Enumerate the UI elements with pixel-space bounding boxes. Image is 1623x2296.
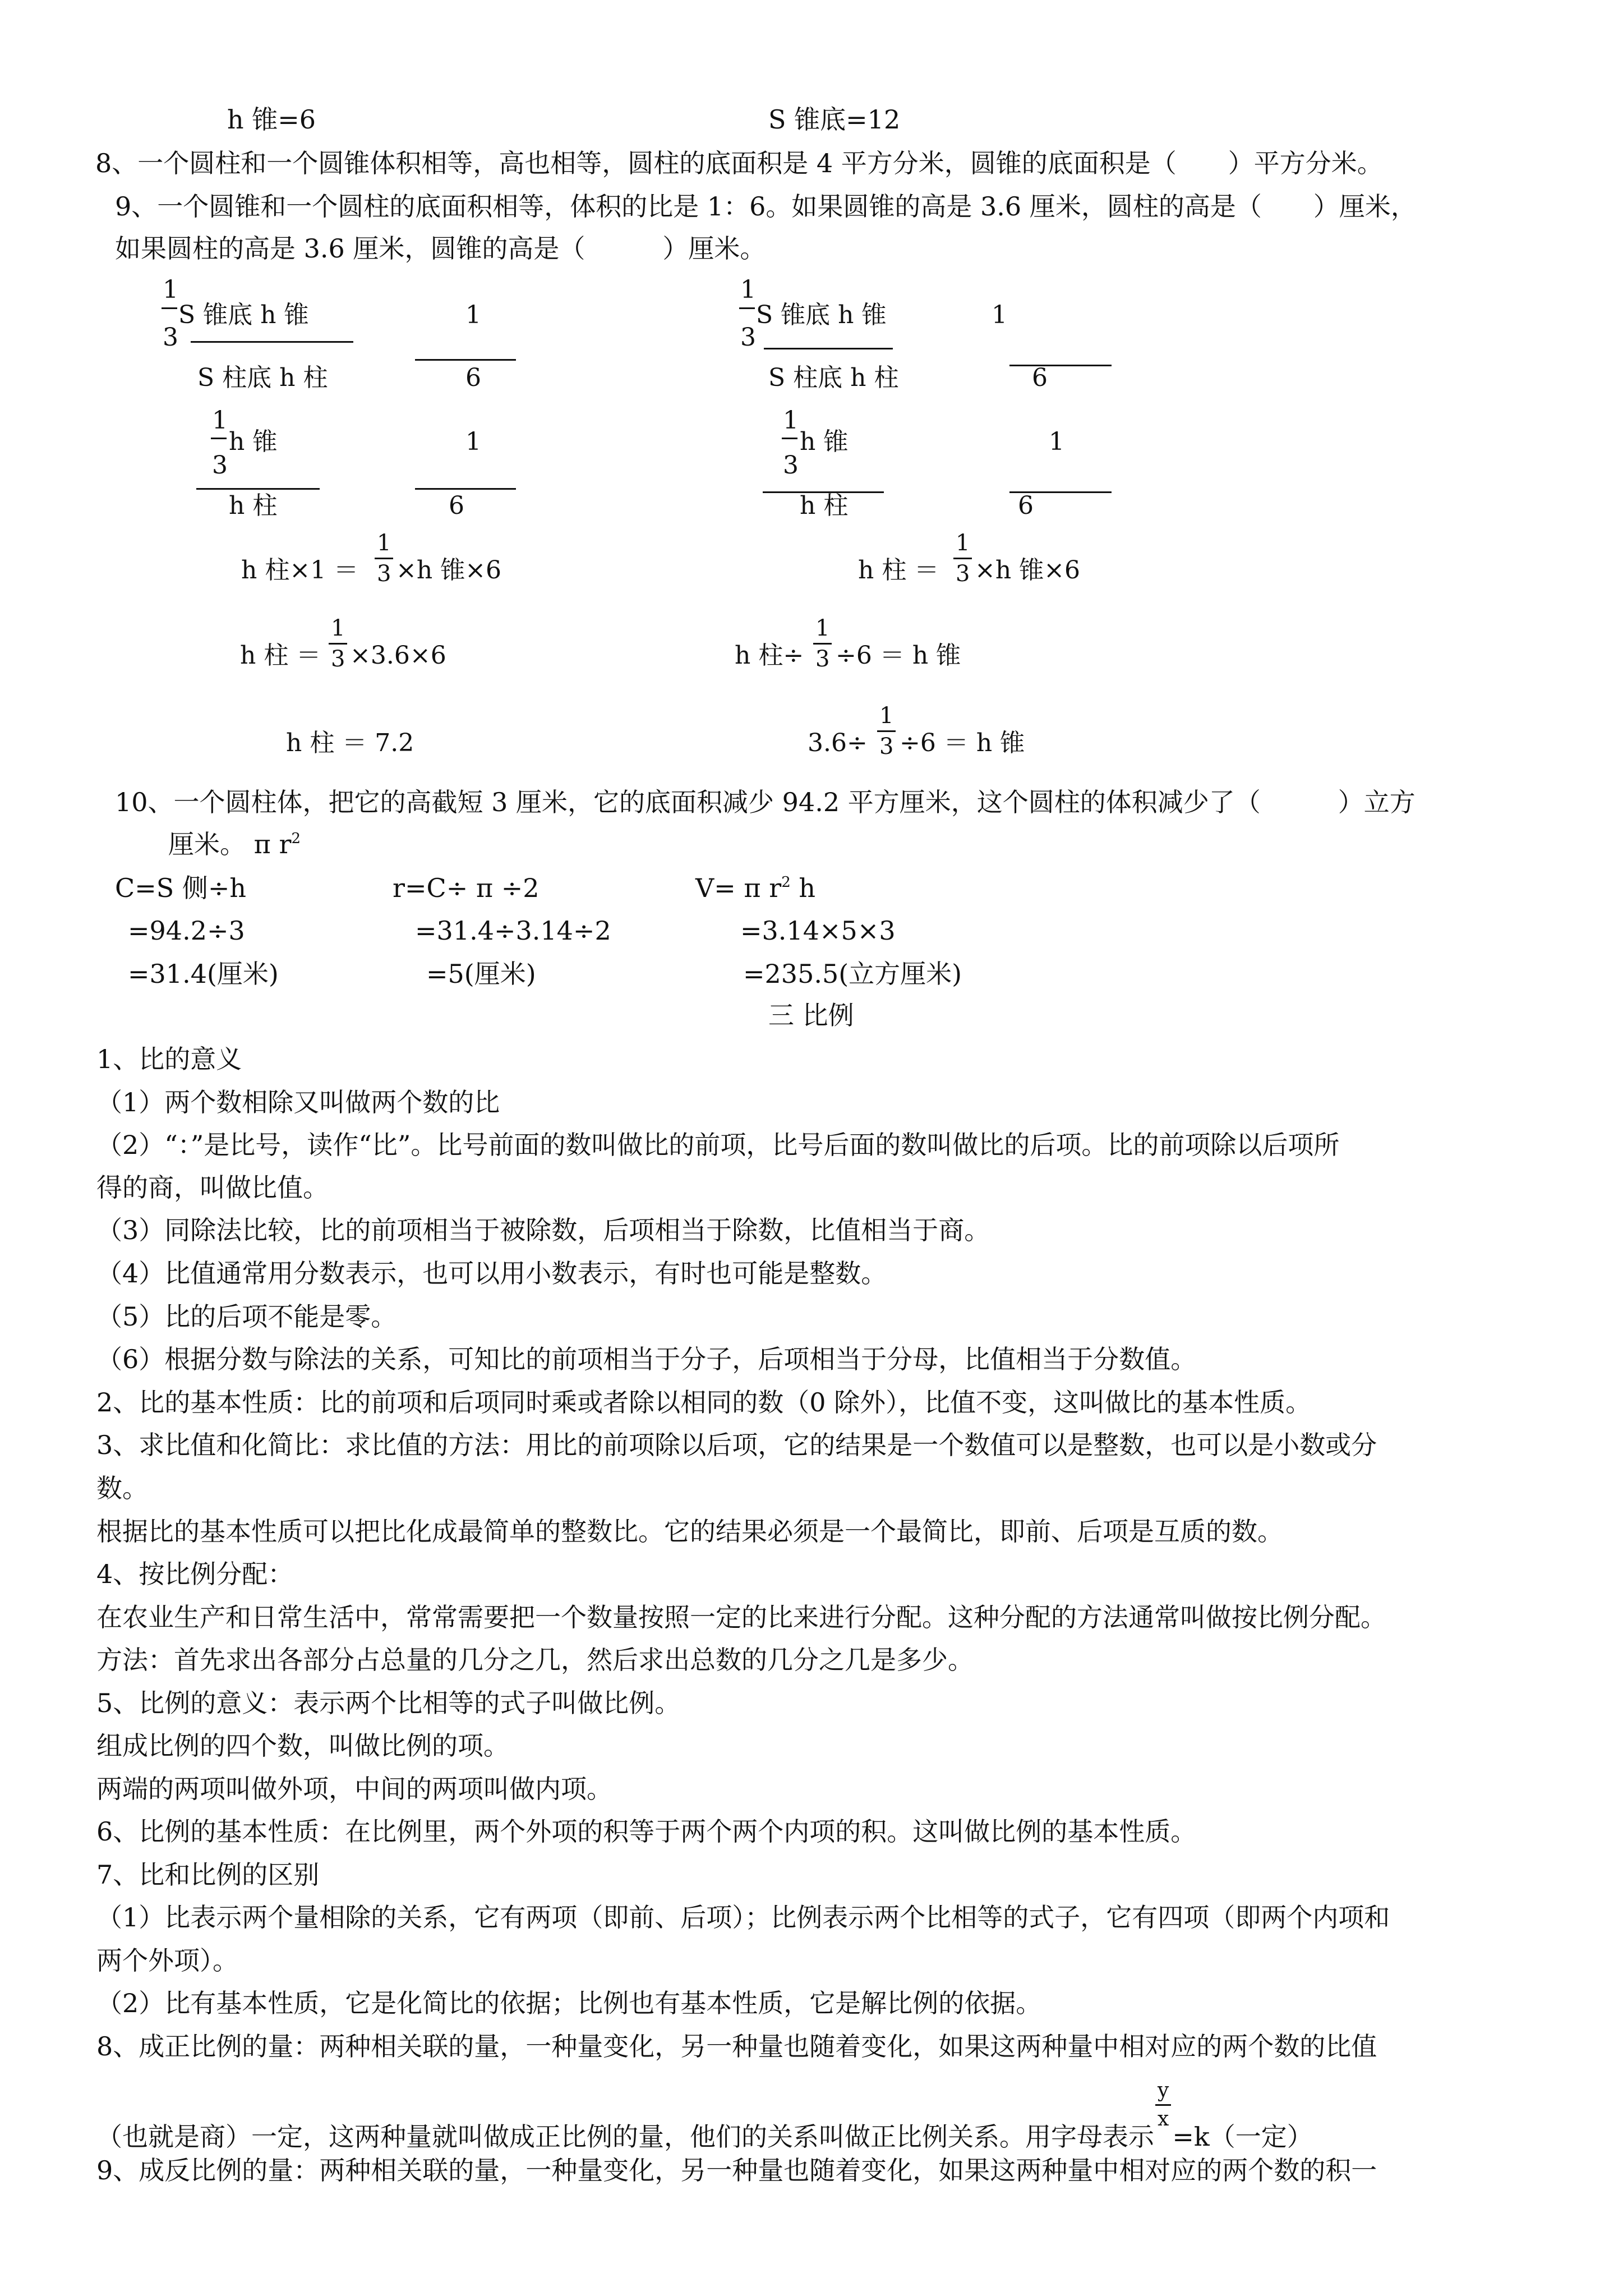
fraction-bar (1009, 365, 1112, 366)
question-10-line-2: 厘米。 π $r^2$ (168, 829, 301, 859)
ratio-den-6: 6 (1018, 491, 1034, 520)
y-over-x-fraction: $\frac{y}{x}$ (1155, 2081, 1171, 2129)
left-eq-1-a: h 柱×1 ＝ (241, 556, 359, 585)
line-17: 组成比例的四个数，叫做比例的项。 (96, 1731, 509, 1761)
question-9-line-2: 如果圆柱的高是 3.6 厘米，圆锥的高是（ ）厘米。 (115, 233, 766, 264)
calc-c-line-1: C=S 侧÷h (115, 873, 247, 903)
line-21: （1）比表示两个量相除的关系，它有两项（即前、后项）；比例表示两个比相等的式子，它有四项（即两个内项和 (96, 1902, 1390, 1932)
fraction-bar (415, 488, 516, 490)
line-4: 得的商，叫做比值。 (96, 1172, 329, 1203)
right-eq-2-b: ÷6 ＝ h 锥 (836, 641, 961, 670)
s-cone-base-value: S 锥底=12 (768, 104, 901, 135)
line-13: 4、按比例分配： (96, 1559, 294, 1589)
fraction-bar (191, 341, 353, 343)
right-eq-3-a: 3.6÷ (808, 729, 868, 757)
calc-r-line-2: =31.4÷3.14÷2 (415, 915, 611, 946)
calc-r-line-3: =5(厘米) (426, 959, 536, 989)
frac-one-third-num: 1 (783, 406, 799, 435)
line-8: （6）根据分数与除法的关系，可知比的前项相当于分子，后项相当于分母，比值相当于分数值。 (96, 1344, 1197, 1374)
frac-one-third-num: 1 (740, 275, 756, 304)
frac-one-third-num: 1 (163, 275, 178, 304)
ratio-num-1: 1 (465, 301, 481, 329)
line-22: 两个外项）。 (96, 1945, 238, 1976)
one-third-fraction: 1 3 (375, 532, 393, 585)
one-third-fraction: 1 3 (953, 532, 972, 585)
line-23: （2）比有基本性质，它是化简比的依据；比例也有基本性质，它是解比例的依据。 (96, 1988, 1042, 2018)
fraction-bar (782, 438, 797, 439)
line-6: （4）比值通常用分数表示，也可以用小数表示，有时也可能是整数。 (96, 1258, 887, 1289)
line-12: 根据比的基本性质可以把比化成最简单的整数比。它的结果必须是一个最简比，即前、后项是互质的数。 (96, 1516, 1283, 1547)
frac-one-third-den: 3 (212, 451, 228, 480)
fraction-bar (415, 359, 516, 361)
section-title: 三 比例 (768, 1000, 854, 1030)
right-eq-1-b: ×h 锥×6 (975, 556, 1081, 585)
ratio-den-6: 6 (449, 491, 464, 520)
frac-one-third-den: 3 (783, 451, 799, 480)
h-cone-label: h 锥 (800, 427, 849, 456)
calc-c-line-2: =94.2÷3 (128, 915, 245, 946)
line-9: 2、比的基本性质：比的前项和后项同时乘或者除以相同的数（0 除外），比值不变，这叫做比的基本性质。 (96, 1387, 1312, 1418)
line-1: 1、比的意义 (96, 1044, 242, 1074)
line-10: 3、求比值和化简比：求比值的方法：用比的前项除以后项，它的结果是一个数值可以是整数，也可以是小数或分 (96, 1430, 1377, 1460)
h-cone-label: h 锥 (229, 427, 278, 456)
s-cone-h-cone: S 锥底 h 锥 (178, 301, 309, 329)
frac-one-third-den: 3 (163, 323, 178, 352)
line-24: 8、成正比例的量：两种相关联的量，一种量变化，另一种量也随着变化，如果这两种量中相对应的两个数的比值 (96, 2031, 1377, 2062)
fraction-bar (196, 488, 320, 490)
line-last: 9、成反比例的量：两种相关联的量，一种量变化，另一种量也随着变化，如果这两种量中相对应的两个数的积一 (96, 2155, 1377, 2185)
calc-c-line-3: =31.4(厘米) (128, 959, 279, 989)
left-eq-3: h 柱 ＝ 7.2 (286, 729, 414, 757)
ratio-den-6: 6 (465, 364, 481, 392)
h-col-label: h 柱 (229, 491, 278, 520)
line-5: （3）同除法比较，比的前项相当于被除数，后项相当于除数，比值相当于商。 (96, 1215, 990, 1245)
line-16: 5、比例的意义：表示两个比相等的式子叫做比例。 (96, 1688, 681, 1718)
question-10-line-1: 10、一个圆柱体，把它的高截短 3 厘米，它的底面积减少 94.2 平方厘米，这个圆柱的体积减少了（ ）立方 (115, 787, 1415, 817)
line-14: 在农业生产和日常生活中，常常需要把一个数量按照一定的比来进行分配。这种分配的方法通常叫做按比例分配。 (96, 1602, 1386, 1632)
one-third-fraction: 1 3 (813, 617, 832, 670)
frac-one-third-den: 3 (740, 323, 756, 352)
s-col-h-col: S 柱底 h 柱 (197, 364, 328, 392)
line-7: （5）比的后项不能是零。 (96, 1301, 397, 1332)
fraction-bar (162, 307, 177, 309)
left-eq-2-b: ×3.6×6 (350, 641, 446, 670)
question-8: 8、一个圆柱和一个圆锥体积相等，高也相等，圆柱的底面积是 4 平方分米，圆锥的底面积是（ ）平方分米。 (95, 148, 1383, 178)
left-eq-1-b: ×h 锥×6 (396, 556, 502, 585)
frac-one-third-num: 1 (212, 406, 228, 435)
line-3: （2）“：”是比号，读作“比”。比号前面的数叫做比的前项，比号后面的数叫做比的后项。比的前项除以后项所 (96, 1130, 1340, 1160)
one-third-fraction: 1 3 (877, 705, 896, 758)
ratio-num-1: 1 (1049, 427, 1064, 456)
calc-v-line-1: V= π $r^2$ h (695, 873, 816, 903)
line-19: 6、比例的基本性质：在比例里，两个外项的积等于两个两个内项的积。这叫做比例的基本性质。 (96, 1816, 1197, 1847)
line-20: 7、比和比例的区别 (96, 1860, 320, 1890)
line-15: 方法：首先求出各部分占总量的几分之几，然后求出总数的几分之几是多少。 (96, 1645, 974, 1675)
line-2: （1）两个数相除又叫做两个数的比 (96, 1087, 500, 1117)
ratio-num-1: 1 (992, 301, 1007, 329)
h-cone-value: h 锥=6 (227, 104, 316, 135)
calc-r-line-1: r=C÷ π ÷2 (393, 873, 540, 903)
calc-v-line-3: =235.5(立方厘米) (743, 959, 962, 989)
fraction-bar (211, 438, 227, 439)
line-18: 两端的两项叫做外项，中间的两项叫做内项。 (96, 1774, 612, 1804)
line-proportional-formula: （也就是商）一定，这两种量就叫做成正比例的量，他们的关系叫做正比例关系。用字母表示 $\frac{y}{x}$ =k（一定） (96, 2079, 1313, 2152)
line-11: 数。 (96, 1473, 148, 1503)
fraction-bar (739, 307, 755, 309)
right-eq-2-a: h 柱÷ (735, 641, 804, 670)
one-third-fraction: 1 3 (329, 617, 347, 670)
ratio-den-6: 6 (1032, 364, 1048, 392)
fraction-bar (764, 348, 893, 349)
h-col-label: h 柱 (800, 491, 849, 520)
s-col-h-col: S 柱底 h 柱 (768, 364, 899, 392)
right-eq-1-a: h 柱 ＝ (858, 556, 939, 585)
ratio-num-1: 1 (465, 427, 481, 456)
left-eq-2-a: h 柱 ＝ (240, 641, 321, 670)
calc-v-line-2: =3.14×5×3 (740, 915, 896, 946)
question-9-line-1: 9、一个圆锥和一个圆柱的底面积相等，体积的比是 1：6。如果圆锥的高是 3.6 厘米，圆柱的高是（ ）厘米， (115, 191, 1417, 222)
right-eq-3-b: ÷6 ＝ h 锥 (900, 729, 1025, 757)
s-cone-h-cone: S 锥底 h 锥 (756, 301, 887, 329)
